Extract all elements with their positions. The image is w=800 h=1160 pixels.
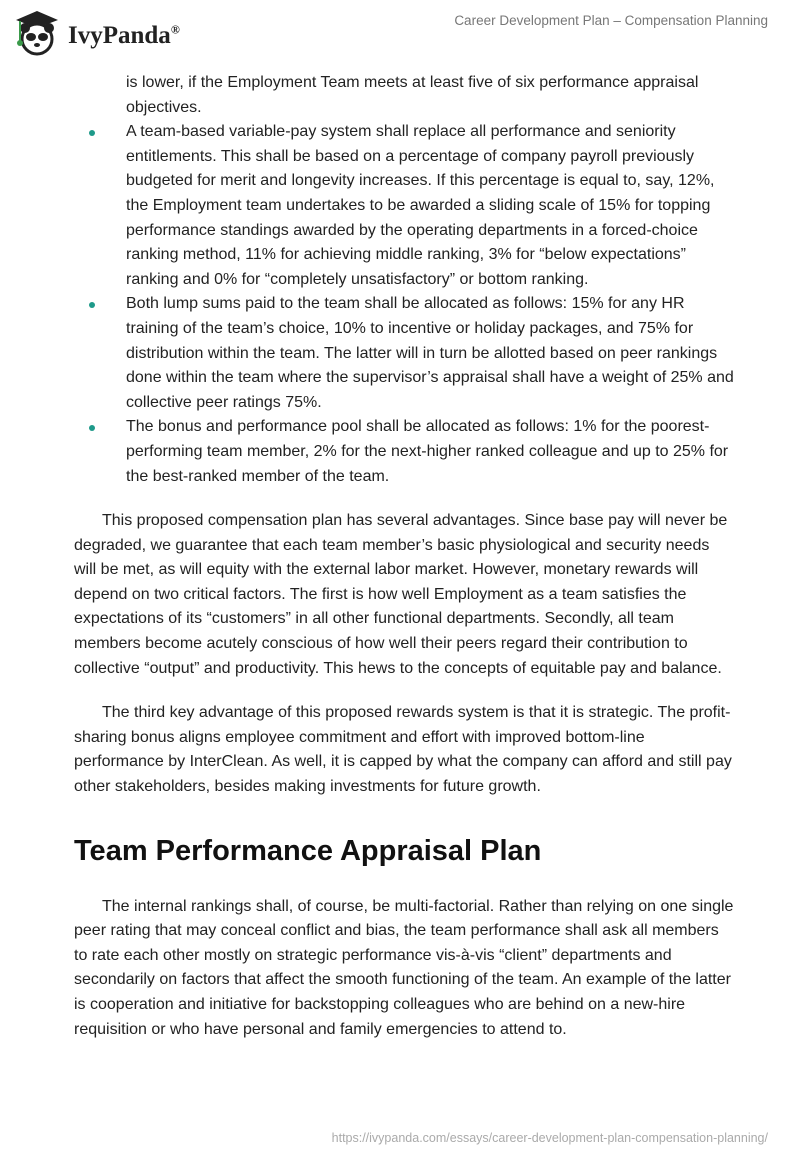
document-title: Career Development Plan – Compensation Planning xyxy=(454,13,768,28)
paragraph: This proposed compensation plan has several advantages. Since base pay will never be degraded, we guarantee that each team member’s basic physiological and security needs will be met, as will equity with the external labor market. However, monetary rewards will depend on two critical factors. The first is how well Employment as a team satisfies the expectations of its “customers” in all other functional departments. Secondly, all team members become acutely conscious of how well their peers regard their contribution to collective “output” and productivity. This hews to the concepts of equitable pay and balance. xyxy=(74,512,728,677)
paragraph: The third key advantage of this proposed rewards system is that it is strategic. The profit-sharing bonus aligns employee commitment and effort with improved bottom-line performance by InterClean. As well, it is capped by what the company can afford and still pay other stakeholders, besides making investments for future growth. xyxy=(74,704,732,796)
list-item: Both lump sums paid to the team shall be allocated as follows: 15% for any HR training of the team’s choice, 10% to incentive or holiday packages, and 75% for distribution within the team. The latter will in turn be allotted based on peer rankings done within the team where the supervisor’s appraisal shall have a weight of 25% and collective peer ratings 75%. xyxy=(126,292,734,415)
essay-content xyxy=(74,71,734,1042)
section-heading: Team Performance Appraisal Plan xyxy=(74,834,542,867)
paragraph: The internal rankings shall, of course, be multi-factorial. Rather than relying on one single peer rating that may conceal conflict and bias, the team performance shall ask all members to rate each other mostly on strategic performance vis-à-vis “client” departments and secondarily on factors that affect the smooth functioning of the team. An example of the latter is cooperation and initiative for backstopping colleagues who are behind on a new-hire requisition or who have personal and family emergencies to attend to. xyxy=(74,897,734,1038)
bullet-list xyxy=(74,71,734,489)
logo-text: IvyPanda® xyxy=(68,22,180,49)
list-item: The bonus and performance pool shall be allocated as follows: 1% for the poorest-performing team member, 2% for the next-higher ranked colleague and up to 25% for the best-ranked member of the team. xyxy=(126,415,734,489)
bullet-continuation: is lower, if the Employment Team meets at least five of six performance appraisal objectives. xyxy=(126,74,699,116)
ivypanda-logo[interactable] xyxy=(12,8,180,58)
panda-graduate-icon xyxy=(12,8,62,58)
list-item: A team-based variable-pay system shall replace all performance and seniority entitlements. This shall be based on a percentage of company payroll previously budgeted for merit and longevity increases. If this percentage is equal to, say, 12%, the Employment team undertakes to be awarded a sliding scale of 15% for topping performance standings awarded by the operating departments in a forced-choice ranking method, 11% for achieving middle ranking, 3% for “below expectations” ranking and 0% for “completely unsatisfactory” or bottom ranking. xyxy=(126,120,734,292)
source-url[interactable]: https://ivypanda.com/essays/career-development-plan-compensation-planning/ xyxy=(331,1131,768,1145)
